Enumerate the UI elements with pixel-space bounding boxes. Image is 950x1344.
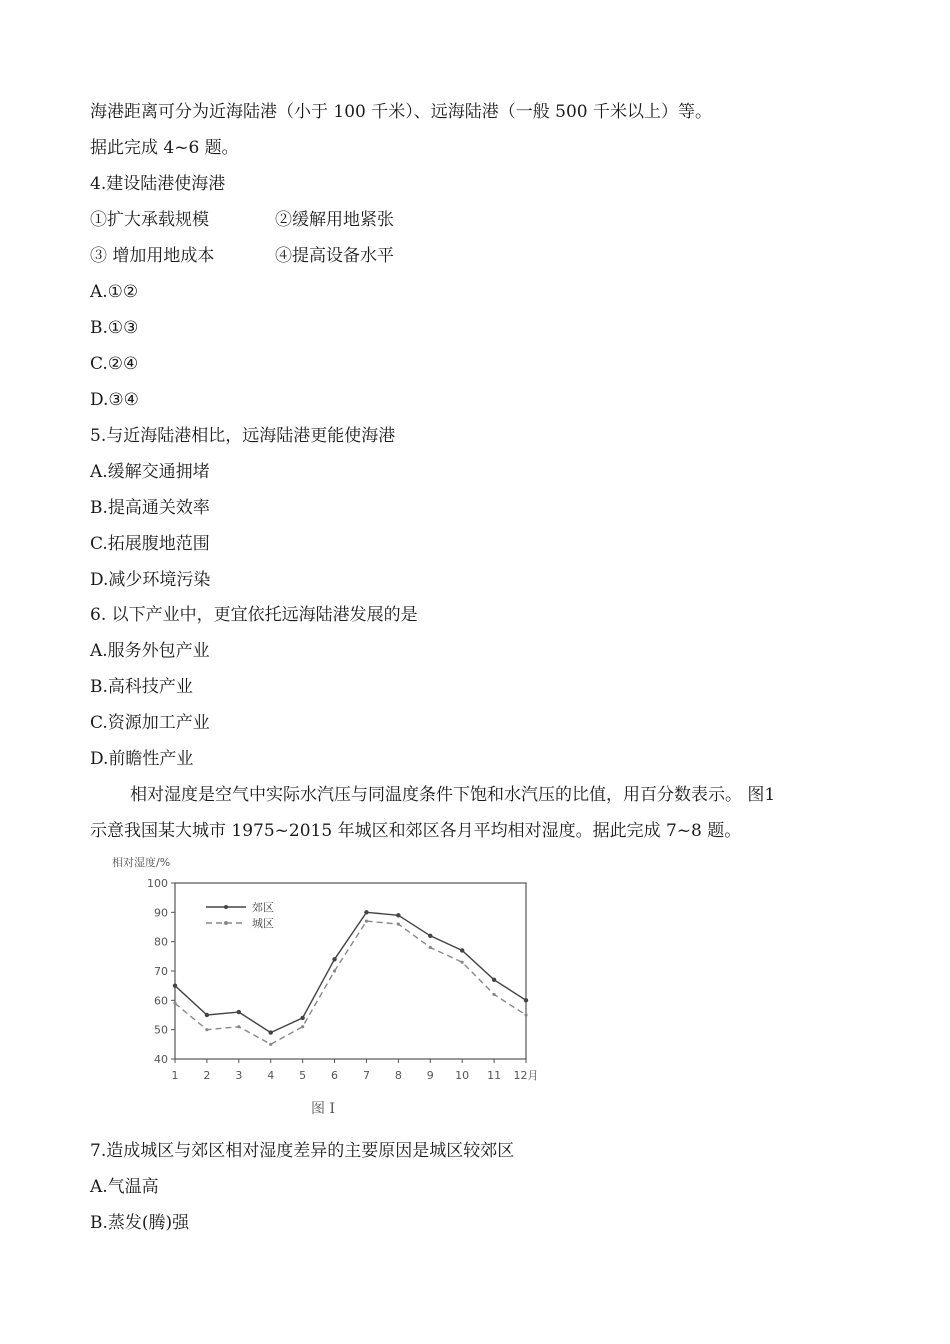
question-5-option-c: C.拓展腹地范围: [90, 534, 210, 554]
data-point: [173, 1002, 176, 1005]
intro-line-2: 据此完成 4~6 题。: [90, 138, 239, 158]
question-6-stem: 6. 以下产业中，更宜依托远海陆港发展的是: [90, 605, 418, 625]
data-point: [237, 1025, 240, 1028]
data-point: [364, 910, 368, 914]
x-tick-label: 2: [203, 1069, 211, 1082]
data-point: [492, 978, 496, 982]
data-point: [205, 1028, 208, 1031]
data-point: [333, 969, 336, 972]
data-point: [397, 922, 400, 925]
statement-2: ②缓解用地紧张: [275, 210, 394, 230]
data-point: [173, 983, 177, 987]
data-point: [428, 934, 432, 938]
data-point: [332, 957, 336, 961]
data-point: [492, 993, 495, 996]
x-tick-label: 5: [299, 1069, 307, 1082]
question-4-statements-row-1: [90, 209, 394, 231]
x-tick-label: 6: [331, 1069, 339, 1082]
y-tick-label: 60: [154, 994, 168, 1008]
question-4-option-b: B.①③: [90, 318, 139, 338]
humidity-chart: [108, 850, 568, 1125]
y-axis-label: 相对湿度/%: [112, 856, 171, 869]
data-point: [365, 920, 368, 923]
question-4-stem: 4.建设陆港使海港: [90, 174, 226, 194]
data-point: [460, 948, 464, 952]
question-7-stem: 7.造成城区与郊区相对湿度差异的主要原因是城区较郊区: [90, 1141, 515, 1161]
question-4-option-c: C.②④: [90, 354, 139, 374]
data-point: [524, 998, 528, 1002]
x-tick-label: 9: [426, 1069, 434, 1082]
humidity-line-chart: [108, 850, 568, 1125]
statement-1: ①扩大承载规模: [90, 210, 209, 230]
y-tick-label: 90: [154, 906, 168, 920]
question-5-stem: 5.与近海陆港相比，远海陆港更能使海港: [90, 426, 396, 446]
question-6-option-b: B.高科技产业: [90, 677, 193, 697]
series-line-2: [175, 921, 526, 1044]
data-point: [300, 1016, 304, 1020]
passage-line-1: 相对湿度是空气中实际水汽压与同温度条件下饱和水汽压的比值，用百分数表示。 图1: [130, 785, 776, 805]
passage-line-2: 示意我国某大城市 1975~2015 年城区和郊区各月平均相对湿度。据此完成 7~8 题。: [90, 821, 742, 841]
y-tick-label: 70: [154, 965, 168, 978]
data-point: [524, 1013, 527, 1016]
x-tick-label: 7: [362, 1069, 370, 1082]
statement-4: ④提高设备水平: [275, 246, 394, 266]
legend-label: 城区: [252, 917, 274, 930]
data-point: [269, 1030, 273, 1034]
x-tick-label: 8: [394, 1069, 402, 1082]
intro-line-1: 海港距离可分为近海陆港（小于 100 千米）、远海陆港（一般 500 千米以上）等。: [90, 102, 713, 122]
question-4-option-a: A.①②: [90, 282, 139, 302]
x-tick-label: 11: [487, 1069, 502, 1082]
legend-marker: [224, 905, 228, 909]
legend-label: 郊区: [252, 901, 274, 914]
series-line-1: [175, 912, 526, 1032]
x-tick-label: 1: [171, 1069, 179, 1082]
y-tick-label: 100: [147, 877, 168, 890]
question-6-option-c: C.资源加工产业: [90, 713, 210, 733]
data-point: [237, 1010, 241, 1014]
data-point: [205, 1013, 209, 1017]
question-5-option-d: D.减少环境污染: [90, 570, 211, 590]
data-point: [429, 946, 432, 949]
question-7-option-b: B.蒸发(腾)强: [90, 1213, 190, 1233]
x-tick-label: 3: [235, 1069, 243, 1082]
y-tick-label: 50: [154, 1023, 168, 1037]
data-point: [396, 913, 400, 917]
plot-frame: [175, 883, 526, 1059]
x-tick-label: 10: [455, 1069, 470, 1082]
legend-marker: [224, 921, 228, 925]
figure-caption: 图 I: [311, 1101, 335, 1117]
statement-3: ③ 增加用地成本: [90, 246, 215, 266]
question-5-option-a: A.缓解交通拥堵: [90, 462, 210, 482]
question-7-option-a: A.气温高: [90, 1177, 159, 1197]
data-point: [461, 961, 464, 964]
x-tick-label: 12月: [513, 1069, 539, 1082]
data-point: [301, 1025, 304, 1028]
question-6-option-d: D.前瞻性产业: [90, 749, 194, 769]
question-6-option-a: A.服务外包产业: [90, 641, 210, 661]
y-tick-label: 40: [154, 1053, 168, 1066]
question-4-option-d: D.③④: [90, 390, 139, 410]
y-tick-label: 80: [154, 935, 168, 949]
question-4-statements-row-2: [90, 245, 394, 267]
data-point: [269, 1043, 272, 1046]
question-5-option-b: B.提高通关效率: [90, 498, 210, 518]
x-tick-label: 4: [267, 1069, 275, 1082]
